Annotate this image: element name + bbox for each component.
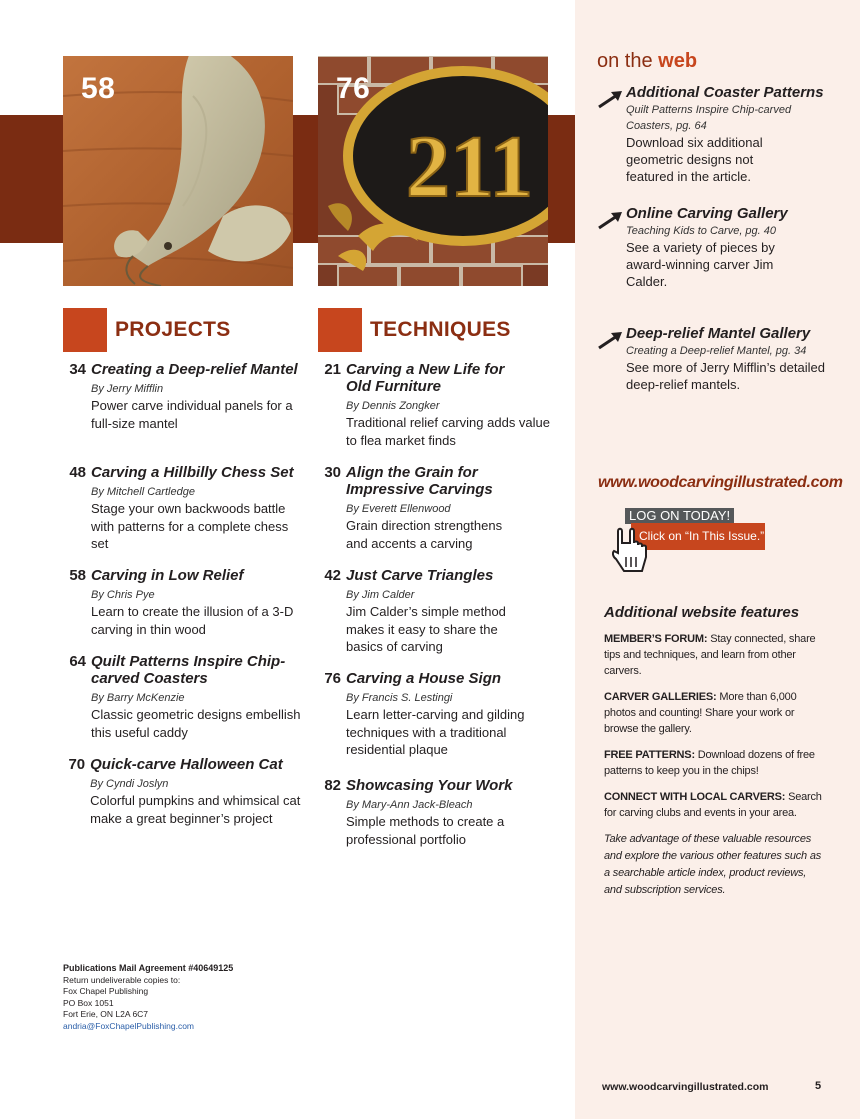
entry-page: 30 — [324, 464, 341, 481]
log-on-badge: LOG ON TODAY! — [625, 508, 734, 524]
entry-title[interactable]: Quick-carve Halloween Cat — [90, 756, 283, 773]
entry-desc: Learn to create the illusion of a 3-D carving in thin wood — [91, 604, 294, 637]
entry-byline: By Jim Calder — [346, 589, 415, 601]
entry-desc: Learn letter-carving and gilding techniques with a traditional residential plaque — [346, 707, 525, 757]
project-entry[interactable] — [62, 653, 307, 756]
web-link-carving-gallery[interactable] — [597, 205, 837, 290]
mail-line: Return undeliverable copies to: — [63, 974, 181, 985]
entry-desc: Stage your own backwoods battle with patterns for a complete chess set — [91, 501, 289, 551]
svg-text:211: 211 — [406, 119, 534, 216]
techniques-heading — [318, 308, 511, 352]
technique-entry[interactable] — [317, 567, 562, 670]
feature-members-forum — [604, 631, 824, 679]
projects-list — [62, 361, 307, 827]
feature-text: More than 6,000 photos and counting! Share your work or browse the gallery. — [604, 691, 797, 735]
features-closing: Take advantage of these valuable resources and explore the various other features such as a searchable article index, product reviews, and subscription services. — [604, 833, 822, 896]
entry-page: 58 — [69, 567, 86, 584]
entry-byline: By Dennis Zongker — [346, 400, 440, 412]
web-link-desc: See more of Jerry Mifflin’s detailed deep-relief mantels. — [626, 360, 825, 392]
projects-title: PROJECTS — [115, 318, 231, 341]
hand-cursor-icon — [612, 527, 650, 577]
entry-page: 48 — [69, 464, 86, 481]
website-features-title: Additional website features — [604, 604, 800, 621]
entry-byline: By Jerry Mifflin — [91, 383, 164, 395]
entry-page: 64 — [69, 653, 86, 670]
feature-carver-galleries — [604, 689, 824, 737]
feature-page-number: 76 — [336, 72, 371, 105]
mail-line: PO Box 1051 — [63, 997, 114, 1008]
technique-entry[interactable] — [317, 361, 562, 464]
web-link-ref: Teaching Kids to Carve, pg. 40 — [626, 225, 777, 237]
entry-byline: By Everett Ellenwood — [346, 503, 451, 515]
entry-desc: Classic geometric designs embellish this useful caddy — [91, 707, 301, 740]
web-link-coaster-patterns[interactable] — [597, 84, 837, 185]
mail-line: Fort Erie, ON L2A 6C7 — [63, 1009, 149, 1019]
feature-page-number: 58 — [81, 72, 116, 105]
technique-entry[interactable] — [317, 670, 562, 777]
entry-page: 21 — [324, 361, 341, 378]
technique-entry[interactable] — [317, 777, 562, 848]
web-title-bold: web — [658, 50, 698, 72]
on-the-web-title — [597, 50, 697, 73]
heading-square — [63, 308, 107, 352]
entry-byline: By Barry McKenzie — [91, 692, 185, 704]
click-in-this-issue-button[interactable]: Click on “In This Issue.” — [631, 523, 765, 550]
project-entry[interactable] — [62, 756, 307, 827]
entry-title[interactable]: Just Carve Triangles — [346, 567, 494, 584]
mail-email-link[interactable]: andria@FoxChapelPublishing.com — [63, 1020, 195, 1031]
feature-label: FREE PATTERNS: — [604, 749, 695, 761]
mail-heading: Publications Mail Agreement #40649125 — [63, 963, 234, 973]
entry-desc: Simple methods to create a professional portfolio — [346, 814, 505, 847]
website-features — [604, 604, 824, 899]
entry-page: 82 — [324, 777, 341, 794]
arrow-icon — [597, 330, 625, 350]
entry-byline: By Chris Pye — [91, 589, 155, 601]
house-sign-photo[interactable] — [318, 56, 548, 286]
web-link-title[interactable]: Online Carving Gallery — [626, 205, 788, 222]
entry-desc: Traditional relief carving adds value to flea market finds — [346, 415, 551, 448]
entry-desc: Grain direction strengthens and accents a carving — [346, 518, 503, 551]
entry-title[interactable]: Quilt Patterns Inspire Chip-carved Coasters — [91, 653, 286, 687]
feature-text: Search for carving clubs and events in your area. — [604, 791, 822, 819]
web-link-desc: Download six additional geometric designs not featured in the article. — [626, 135, 763, 184]
entry-desc: Power carve individual panels for a full-size mantel — [91, 398, 293, 431]
projects-heading — [63, 308, 231, 352]
entry-byline: By Cyndi Joslyn — [90, 778, 169, 790]
techniques-title: TECHNIQUES — [370, 318, 511, 341]
mail-line: Fox Chapel Publishing — [63, 986, 149, 996]
entry-title[interactable]: Align the Grain for Impressive Carvings — [346, 464, 493, 498]
heading-square — [318, 308, 362, 352]
feature-label: CARVER GALLERIES: — [604, 691, 717, 703]
website-url[interactable]: www.woodcarvingillustrated.com — [598, 474, 843, 491]
web-link-title[interactable]: Deep-relief Mantel Gallery — [626, 325, 811, 342]
project-entry[interactable] — [62, 567, 307, 653]
entry-desc: Colorful pumpkins and whimsical cat make a great beginner’s project — [90, 793, 301, 826]
entry-title[interactable]: Creating a Deep-relief Mantel — [91, 361, 298, 378]
feature-free-patterns — [604, 747, 824, 779]
feature-text: Download dozens of free patterns to keep you in the chips! — [604, 749, 815, 777]
arrow-icon — [597, 89, 625, 109]
entry-page: 42 — [324, 567, 341, 584]
entry-byline: By Francis S. Lestingi — [346, 692, 453, 704]
technique-entry[interactable] — [317, 464, 562, 567]
koi-fish-photo[interactable] — [63, 56, 293, 286]
feature-text: Stay connected, share tips and techniques, and learn from other carvers. — [604, 633, 816, 677]
entry-page: 76 — [324, 670, 341, 687]
web-link-mantel-gallery[interactable] — [597, 325, 837, 393]
entry-title[interactable]: Carving a New Life for Old Furniture — [346, 361, 505, 395]
footer-url: www.woodcarvingillustrated.com — [602, 1081, 769, 1093]
feature-label: CONNECT WITH LOCAL CARVERS: — [604, 791, 786, 803]
web-title-pre: on the — [597, 50, 653, 72]
entry-title[interactable]: Carving a House Sign — [346, 670, 502, 687]
web-link-desc: See a variety of pieces by award-winning carver Jim Calder. — [626, 240, 775, 289]
web-link-title[interactable]: Additional Coaster Patterns — [626, 84, 824, 101]
entry-byline: By Mary-Ann Jack-Bleach — [346, 799, 473, 811]
web-link-ref: Creating a Deep-relief Mantel, pg. 34 — [626, 345, 807, 357]
feature-label: MEMBER’S FORUM: — [604, 633, 708, 645]
entry-byline: By Mitchell Cartledge — [91, 486, 195, 498]
feature-connect-local — [604, 789, 824, 821]
web-link-ref: Quilt Patterns Inspire Chip-carved Coasters, pg. 64 — [626, 104, 792, 132]
entry-desc: Jim Calder’s simple method makes it easy to share the basics of carving — [346, 604, 506, 654]
entry-title[interactable]: Carving in Low Relief — [91, 567, 244, 584]
project-entry[interactable] — [62, 361, 307, 464]
entry-page: 34 — [69, 361, 86, 378]
arrow-icon — [597, 210, 625, 230]
entry-page: 70 — [68, 756, 86, 773]
entry-title[interactable]: Showcasing Your Work — [346, 777, 513, 794]
techniques-list — [317, 361, 562, 848]
mail-agreement — [63, 963, 233, 1032]
project-entry[interactable] — [62, 464, 307, 567]
page-number: 5 — [815, 1080, 822, 1092]
entry-title[interactable]: Carving a Hillbilly Chess Set — [91, 464, 294, 481]
